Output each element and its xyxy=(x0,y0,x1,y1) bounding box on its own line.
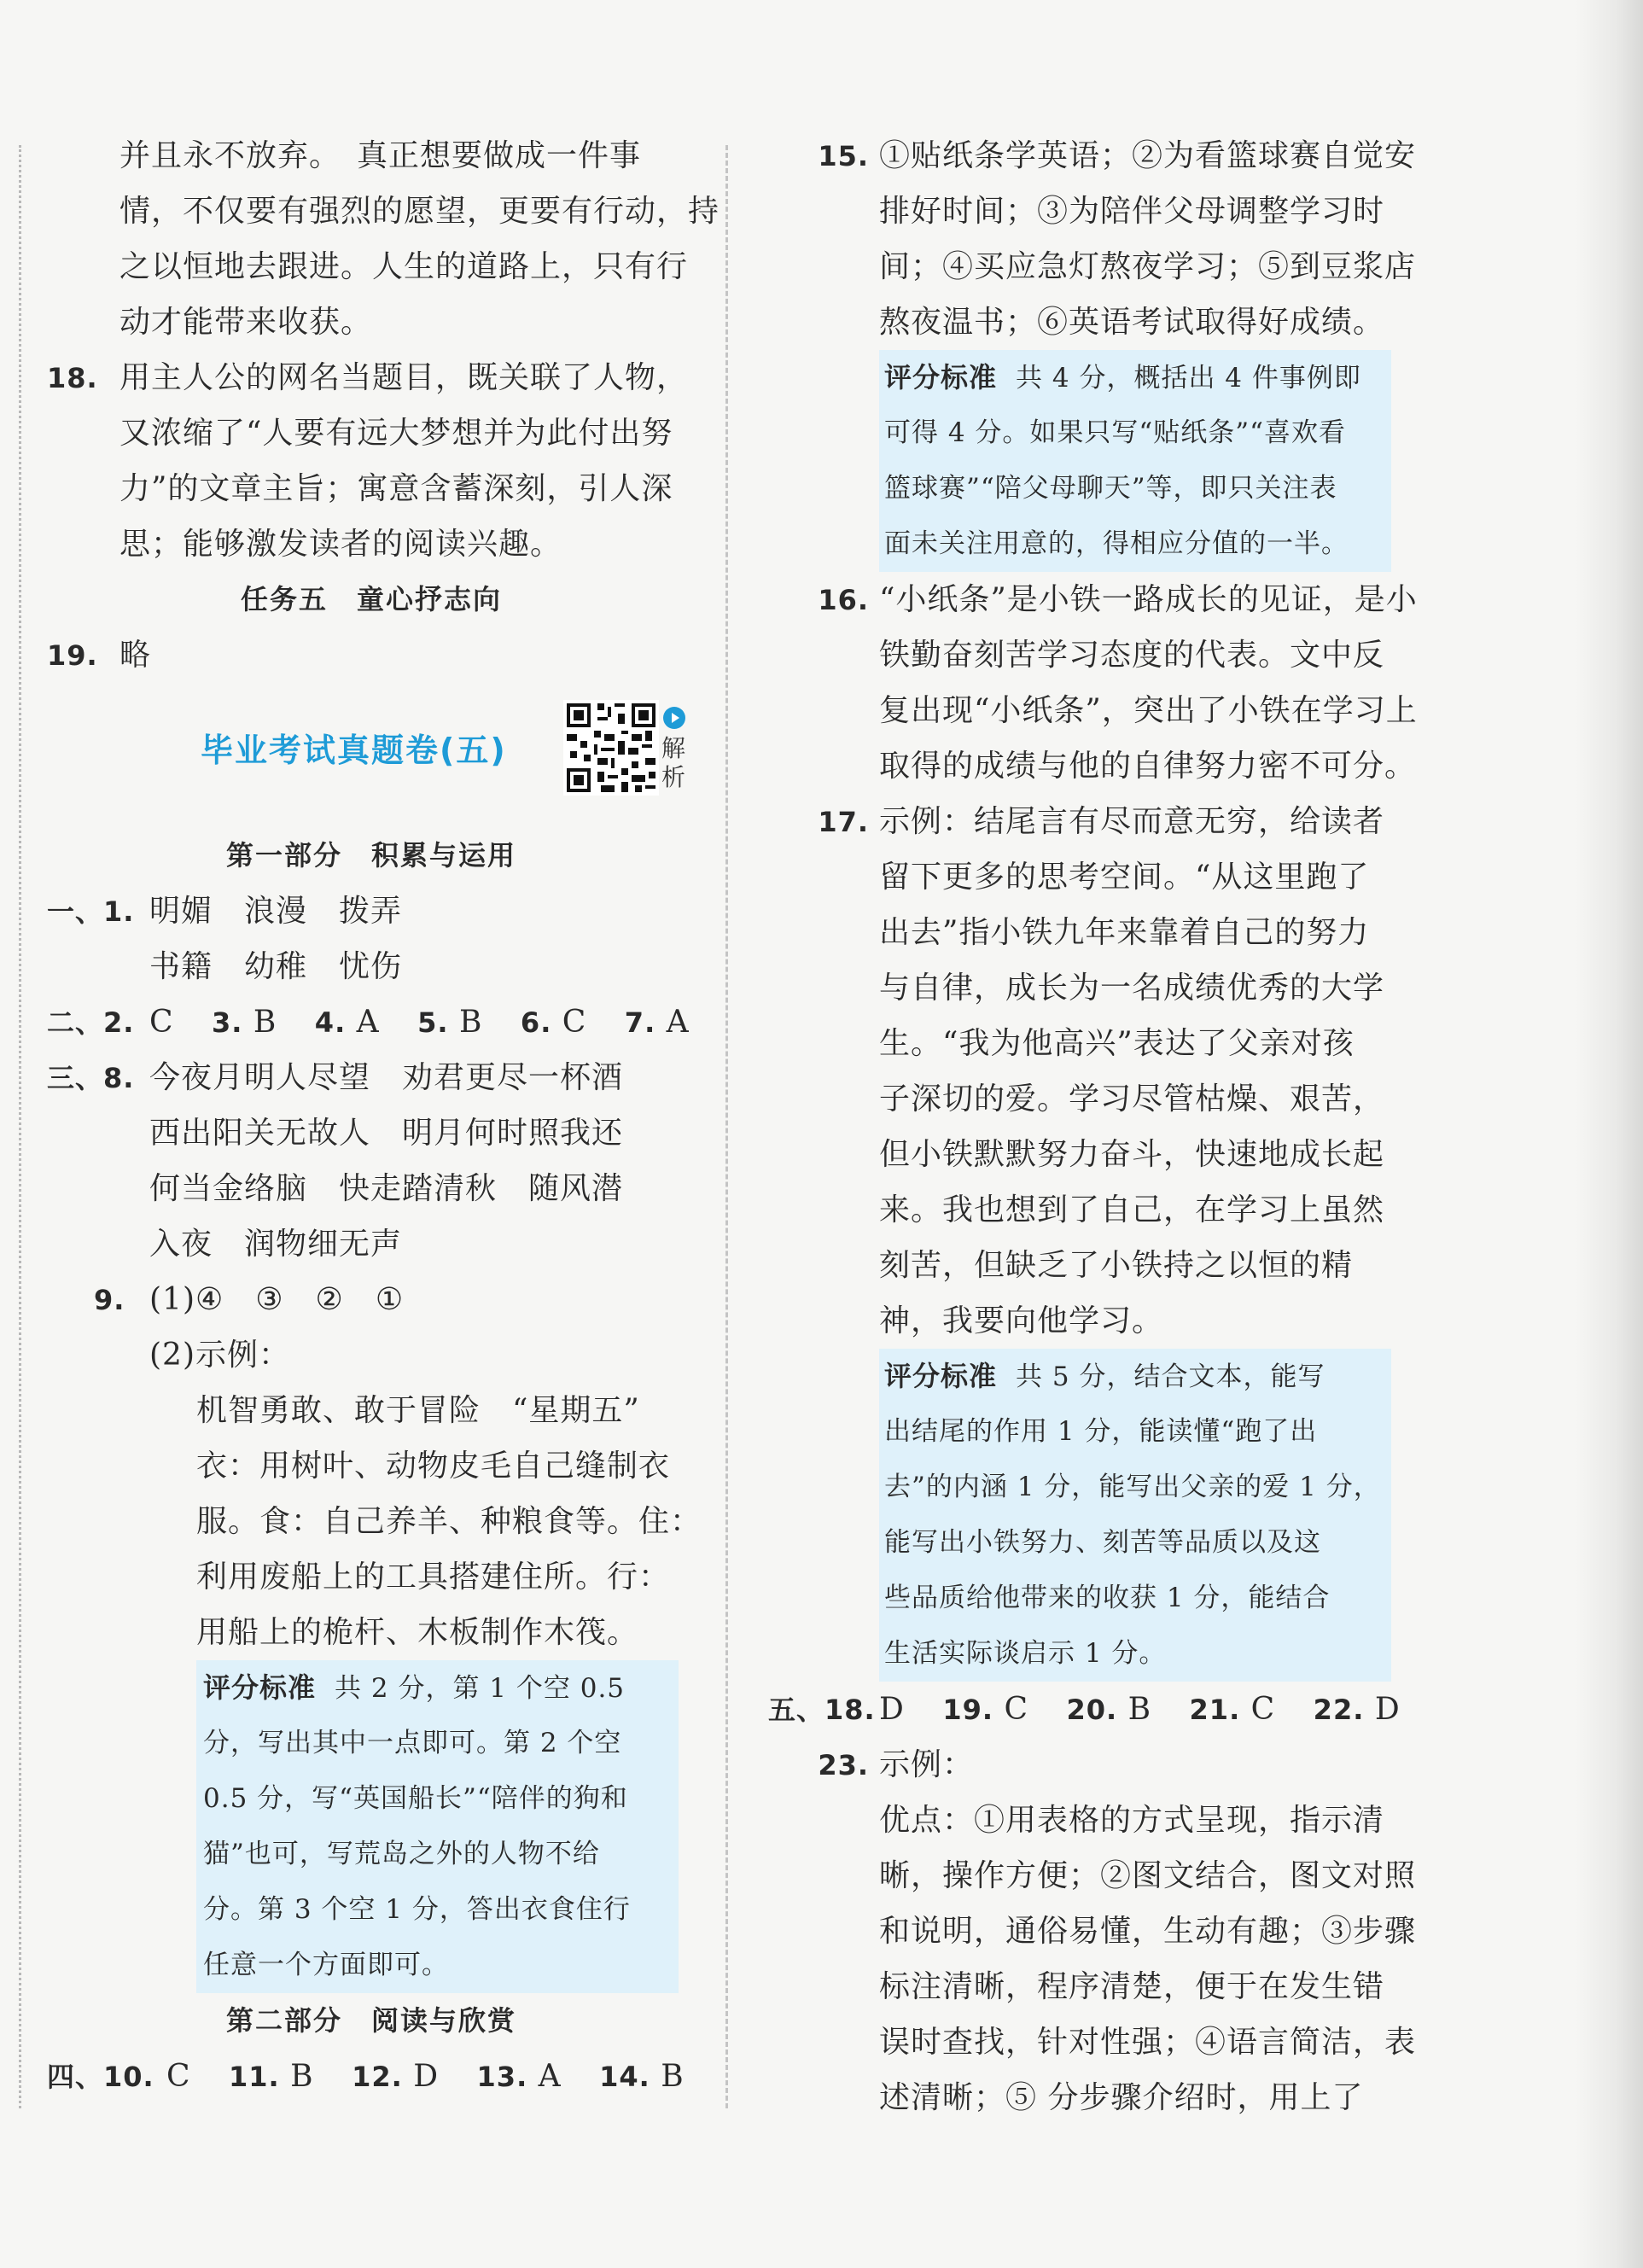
choice-answer: D xyxy=(879,1692,905,1727)
question-number: 二、2. xyxy=(47,1006,135,1039)
answer-text: 今夜月明人尽望 劝君更尽一杯酒 xyxy=(149,1060,624,1095)
score-text: 共 2 分，第 1 个空 0.5 xyxy=(335,1673,626,1704)
score-text: 共 4 分，概括出 4 件事例即 xyxy=(1016,363,1361,394)
answer-line: 西出阳关无故人 明月何时照我还 xyxy=(149,1116,624,1151)
answer-line: 子深切的爱。学习尽管枯燥、艰苦， xyxy=(879,1082,1385,1117)
score-line: 分，写出其中一点即可。第 2 个空 xyxy=(203,1728,622,1758)
score-line: 些品质给他带来的收获 1 分，能结合 xyxy=(884,1583,1331,1613)
question-1-line xyxy=(47,883,696,939)
left-column xyxy=(47,128,720,2104)
qr-code-icon[interactable] xyxy=(563,700,659,796)
question-23-line xyxy=(768,1737,1400,1793)
question-number: 22. xyxy=(1313,1694,1365,1726)
answer-line: 和说明，通俗易懂，生动有趣；③步骤 xyxy=(879,1914,1417,1949)
question-number: 11. xyxy=(229,2061,280,2093)
choice-answer: A xyxy=(538,2059,562,2094)
score-line: 猫”也可，写荒岛之外的人物不给 xyxy=(203,1839,600,1869)
choice-answer: B xyxy=(253,1005,277,1040)
answer-line: 思；能够激发读者的阅读兴趣。 xyxy=(119,527,562,562)
score-line: 篮球赛”“陪父母聊天”等，即只关注表 xyxy=(884,473,1337,504)
answer-line: 入夜 润物细无声 xyxy=(149,1227,403,1262)
score-line: 面未关注用意的，得相应分值的一半。 xyxy=(884,528,1349,559)
answer-line: 之以恒地去跟进。人生的道路上，只有行 xyxy=(119,249,689,284)
analysis-label[interactable]: 解析 xyxy=(661,734,686,791)
part-heading: 第二部分 阅读与欣赏 xyxy=(225,2004,516,2037)
answer-line: 书籍 幼稚 忧伤 xyxy=(149,949,403,984)
answer-line: (2)示例： xyxy=(149,1338,290,1373)
choice-answer: B xyxy=(290,2059,314,2094)
multiple-choice-row xyxy=(47,2049,696,2104)
choice-answer: A xyxy=(356,1005,380,1040)
choice-answer: B xyxy=(1127,1692,1152,1727)
question-number: 三、8. xyxy=(47,1062,135,1094)
question-number: 16. xyxy=(818,584,869,616)
choice-answer: C xyxy=(562,1005,587,1040)
answer-text: 示例：结尾言有尽而意无穷，给读者 xyxy=(879,804,1385,839)
score-line: 去”的内涵 1 分，能写出父亲的爱 1 分， xyxy=(884,1472,1381,1502)
answer-line: 衣：用树叶、动物皮毛自己缝制衣 xyxy=(196,1449,671,1484)
answer-line: 动才能带来收获。 xyxy=(119,305,373,340)
question-number: 19. xyxy=(942,1694,994,1726)
column-divider xyxy=(725,145,728,2108)
answer-line: 力”的文章主旨；寓意含蓄深刻，引人深 xyxy=(119,471,673,506)
answer-line: 优点：①用表格的方式呈现，指示清 xyxy=(879,1803,1385,1838)
answer-text: 用主人公的网名当题目，既关联了人物， xyxy=(119,360,689,395)
answer-line: 利用废船上的工具搭建住所。行： xyxy=(196,1560,671,1595)
score-line: 能写出小铁努力、刻苦等品质以及这 xyxy=(884,1527,1321,1558)
answer-line: 与自律，成长为一名成绩优秀的大学 xyxy=(879,971,1385,1006)
answer-text: 示例： xyxy=(879,1747,975,1782)
choice-answer: B xyxy=(459,1005,483,1040)
choice-answer: C xyxy=(149,1005,174,1040)
question-19-line xyxy=(47,627,696,683)
score-line xyxy=(879,350,1391,405)
page-edge-shadow xyxy=(1575,0,1643,2268)
answer-line: 何当金络脑 快走踏清秋 随风潜 xyxy=(149,1171,624,1206)
answer-line: 用船上的桅杆、木板制作木筏。 xyxy=(196,1615,639,1650)
question-number: 四、10. xyxy=(47,2061,154,2093)
answer-line: 留下更多的思考空间。“从这里跑了 xyxy=(879,860,1370,895)
choice-answer: B xyxy=(661,2059,685,2094)
score-line: 0.5 分，写“英国船长”“陪伴的狗和 xyxy=(203,1783,628,1814)
choice-answer: C xyxy=(166,2059,191,2094)
answer-text: 明媚 浪漫 拨弄 xyxy=(149,894,403,929)
question-number: 3. xyxy=(212,1006,243,1039)
answer-line: 生。“我为他高兴”表达了父亲对孩 xyxy=(879,1026,1355,1061)
answer-line: 间；④买应急灯熬夜学习；⑤到豆浆店 xyxy=(879,249,1417,284)
score-line xyxy=(879,1349,1391,1404)
answer-line: 铁勤奋刻苦学习态度的代表。文中反 xyxy=(879,638,1385,673)
answer-line: 又浓缩了“人要有远大梦想并为此付出努 xyxy=(119,416,673,451)
answer-line: 晰，操作方便；②图文结合，图文对照 xyxy=(879,1858,1417,1893)
answer-line: 述清晰；⑤ 分步骤介绍时，用上了 xyxy=(879,2080,1364,2115)
choice-answer: D xyxy=(413,2059,440,2094)
question-number: 6. xyxy=(520,1006,552,1039)
question-8-line xyxy=(47,1050,696,1105)
answer-text: 略 xyxy=(119,638,152,673)
choice-answer: C xyxy=(1250,1692,1276,1727)
answer-line: 来。我也想到了自己，在学习上虽然 xyxy=(879,1192,1385,1227)
play-icon[interactable] xyxy=(663,707,685,729)
answer-line: 熬夜温书；⑥英语考试取得好成绩。 xyxy=(879,305,1385,340)
choice-answer: D xyxy=(1374,1692,1401,1727)
binding-margin-line xyxy=(19,145,21,2108)
scoring-criteria-box xyxy=(879,350,1391,572)
question-number: 一、1. xyxy=(47,895,135,928)
question-number: 18. xyxy=(47,362,98,394)
answer-line: 机智勇敢、敢于冒险 “星期五” xyxy=(196,1393,640,1428)
answer-line: 并且永不放弃。 真正想要做成一件事 xyxy=(119,138,642,173)
answer-line: 取得的成绩与他的自律努力密不可分。 xyxy=(879,749,1417,784)
question-16-line xyxy=(768,572,1418,627)
question-17-line xyxy=(768,794,1400,849)
part-heading: 第一部分 积累与运用 xyxy=(225,839,516,872)
score-line: 分。第 3 个空 1 分，答出衣食住行 xyxy=(203,1894,631,1925)
question-15-line xyxy=(768,128,1417,184)
score-line: 任意一个方面即可。 xyxy=(203,1950,449,1980)
question-number: 7. xyxy=(624,1006,656,1039)
multiple-choice-row xyxy=(768,1682,1400,1737)
question-number: 19. xyxy=(47,639,98,672)
multiple-choice-row xyxy=(47,994,696,1050)
answer-line: 排好时间；③为陪伴父母调整学习时 xyxy=(879,194,1385,229)
answer-text: (1)④ ③ ② ① xyxy=(149,1282,405,1317)
score-label: 评分标准 xyxy=(203,1671,317,1704)
answer-line: 服。食：自己养羊、种粮食等。住： xyxy=(196,1504,702,1539)
answer-line: 出去”指小铁九年来靠着自己的努力 xyxy=(879,915,1370,950)
question-number: 9. xyxy=(94,1284,125,1316)
score-line xyxy=(196,1660,679,1716)
scoring-criteria-box xyxy=(879,1349,1391,1682)
question-number: 14. xyxy=(599,2061,650,2093)
question-9-line xyxy=(47,1272,696,1327)
choice-answer: A xyxy=(666,1005,690,1040)
answer-line: 复出现“小纸条”，突出了小铁在学习上 xyxy=(879,693,1418,728)
question-number: 21. xyxy=(1189,1694,1241,1726)
question-number: 15. xyxy=(818,140,869,172)
scoring-criteria-box xyxy=(196,1660,679,1993)
score-label: 评分标准 xyxy=(884,1360,998,1392)
right-column xyxy=(768,128,1418,2125)
question-number: 13. xyxy=(476,2061,528,2093)
exam-title-row xyxy=(47,700,696,828)
exam-title: 毕业考试真题卷(五) xyxy=(201,732,507,769)
question-18-line xyxy=(47,350,696,405)
answer-line: 刻苦，但缺乏了小铁持之以恒的精 xyxy=(879,1248,1354,1283)
question-number: 5. xyxy=(417,1006,449,1039)
score-text: 共 5 分，结合文本，能写 xyxy=(1016,1361,1325,1392)
question-number: 12. xyxy=(352,2061,403,2093)
question-number: 20. xyxy=(1066,1694,1118,1726)
answer-line: 误时查找，针对性强；④语言简洁，表 xyxy=(879,2025,1417,2060)
choice-answer: C xyxy=(1004,1692,1029,1727)
question-number: 23. xyxy=(818,1749,869,1781)
answer-line: 但小铁默默努力奋斗，快速地成长起 xyxy=(879,1137,1385,1172)
answer-text: “小纸条”是小铁一路成长的见证，是小 xyxy=(879,582,1418,617)
score-label: 评分标准 xyxy=(884,361,998,394)
task-heading: 任务五 童心抒志向 xyxy=(240,583,502,615)
answer-line: 情，不仅要有强烈的愿望，更要有行动，持 xyxy=(119,194,720,229)
score-line: 出结尾的作用 1 分，能读懂“跑了出 xyxy=(884,1416,1318,1447)
answer-text: ①贴纸条学英语；②为看篮球赛自觉安 xyxy=(879,138,1417,173)
score-line: 可得 4 分。如果只写“贴纸条”“喜欢看 xyxy=(884,417,1346,448)
question-number: 4. xyxy=(314,1006,347,1039)
answer-line: 标注清晰，程序清楚，便于在发生错 xyxy=(879,1969,1385,2004)
question-number: 五、18. xyxy=(768,1694,876,1726)
answer-line: 神，我要向他学习。 xyxy=(879,1303,1164,1338)
question-number: 17. xyxy=(818,806,869,838)
score-line: 生活实际谈启示 1 分。 xyxy=(884,1638,1167,1669)
